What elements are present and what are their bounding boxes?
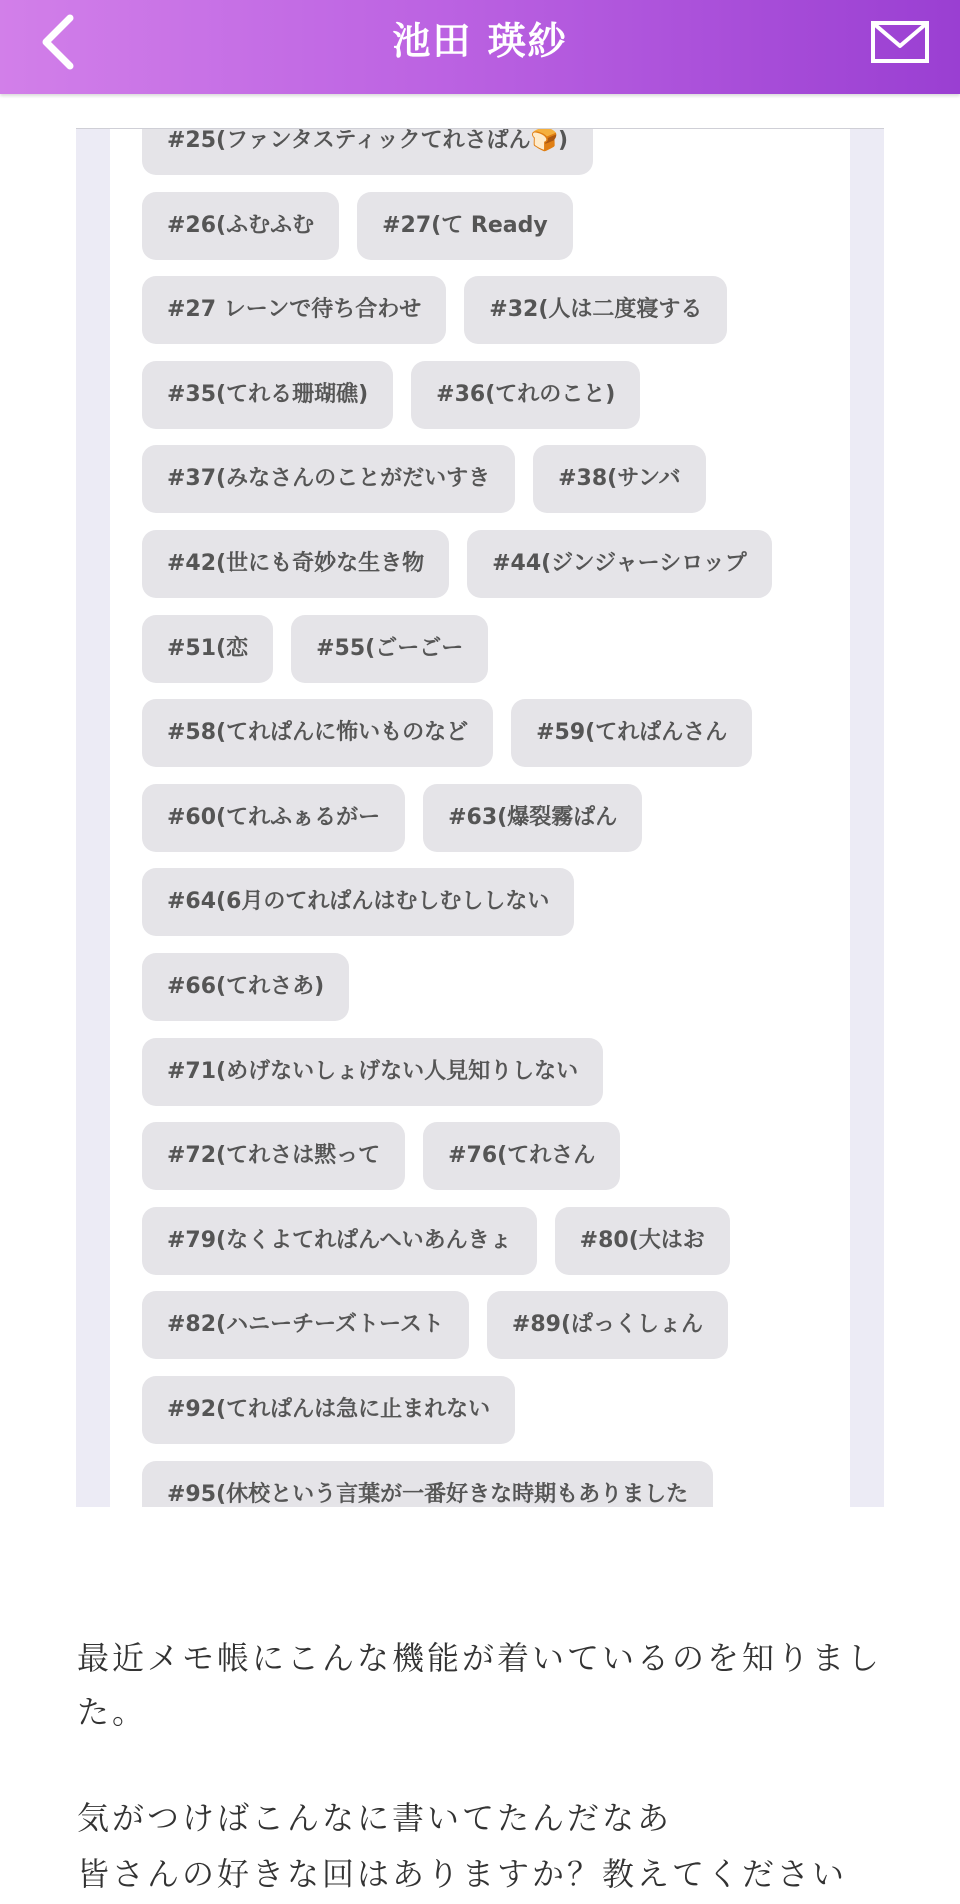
tag-row xyxy=(142,361,640,429)
screenshot-frame xyxy=(76,128,884,1507)
tag-row xyxy=(142,1376,515,1444)
tag-chip[interactable]: #35(てれる珊瑚礁) xyxy=(142,361,393,429)
page-title: 池田 瑛紗 xyxy=(392,19,568,63)
tag-chip[interactable]: #55(ごーごー xyxy=(291,615,488,683)
tag-chip[interactable]: #82(ハニーチーズトースト xyxy=(142,1291,469,1359)
tag-row xyxy=(142,784,642,852)
tag-row xyxy=(142,445,706,513)
tag-row xyxy=(142,1207,730,1275)
body-line-2: た。 xyxy=(77,1693,148,1731)
tag-chip[interactable]: #36(てれのこと) xyxy=(411,361,640,429)
tag-chip[interactable]: #64(6月のてれぱんはむしむししない xyxy=(142,868,574,936)
tag-row xyxy=(142,868,574,936)
body-line-4: 皆さんの好きな回はありますか？教えてください xyxy=(77,1855,848,1893)
tag-chip[interactable]: #26(ふむふむ xyxy=(142,192,339,260)
tag-row xyxy=(142,1291,728,1359)
tag-chip[interactable]: #80(大はお xyxy=(555,1207,730,1275)
tag-row xyxy=(142,699,752,767)
tag-chip[interactable]: #89(ぱっくしょん xyxy=(487,1291,728,1359)
tag-row xyxy=(142,276,727,344)
tag-row xyxy=(142,1038,603,1106)
envelope-icon xyxy=(870,20,930,64)
tag-chip[interactable]: #76(てれさん xyxy=(423,1122,620,1190)
tag-chip[interactable]: #42(世にも奇妙な生き物 xyxy=(142,530,449,598)
tag-chip[interactable]: #95(休校という言葉が一番好きな時期もありました xyxy=(142,1461,713,1507)
body-line-3: 気がつけばこんなに書いてたんだなあ xyxy=(77,1799,673,1837)
tag-chip[interactable]: #27 レーンで待ち合わせ xyxy=(142,276,446,344)
tag-chip[interactable]: #51(恋 xyxy=(142,615,273,683)
tag-chip[interactable]: #59(てれぱんさん xyxy=(511,699,752,767)
mail-button[interactable] xyxy=(868,14,932,70)
memo-panel xyxy=(110,129,850,1507)
tag-row xyxy=(142,129,593,175)
app-header xyxy=(0,0,960,94)
tag-chip[interactable]: #27(て Ready xyxy=(357,192,573,260)
tag-row xyxy=(142,192,573,260)
tag-row xyxy=(142,530,772,598)
body-line-1: 最近メモ帳にこんな機能が着いているのを知りまし xyxy=(77,1639,883,1677)
tag-chip[interactable]: #58(てれぱんに怖いものなど xyxy=(142,699,493,767)
tag-row xyxy=(142,953,349,1021)
tag-chip[interactable]: #92(てれぱんは急に止まれない xyxy=(142,1376,515,1444)
tag-chip[interactable]: #60(てれふぁるがー xyxy=(142,784,405,852)
tag-row xyxy=(142,1122,620,1190)
tag-row xyxy=(142,615,488,683)
tag-chip[interactable]: #72(てれさは黙って xyxy=(142,1122,405,1190)
tag-chip[interactable]: #25(ファンタスティックてれさぱん🍞) xyxy=(142,129,593,175)
tag-chip[interactable]: #37(みなさんのことがだいすき xyxy=(142,445,515,513)
tag-chip[interactable]: #32(人は二度寝する xyxy=(464,276,727,344)
tag-chip[interactable]: #71(めげないしょげない人見知りしない xyxy=(142,1038,603,1106)
tag-chip[interactable]: #79(なくよてれぱんへいあんきょ xyxy=(142,1207,537,1275)
tag-row xyxy=(142,1461,713,1507)
tag-chip[interactable]: #44(ジンジャーシロップ xyxy=(467,530,772,598)
tag-chip[interactable]: #38(サンバ xyxy=(533,445,705,513)
tag-chip[interactable]: #63(爆裂霧ぱん xyxy=(423,784,642,852)
tag-chip[interactable]: #66(てれさあ) xyxy=(142,953,349,1021)
